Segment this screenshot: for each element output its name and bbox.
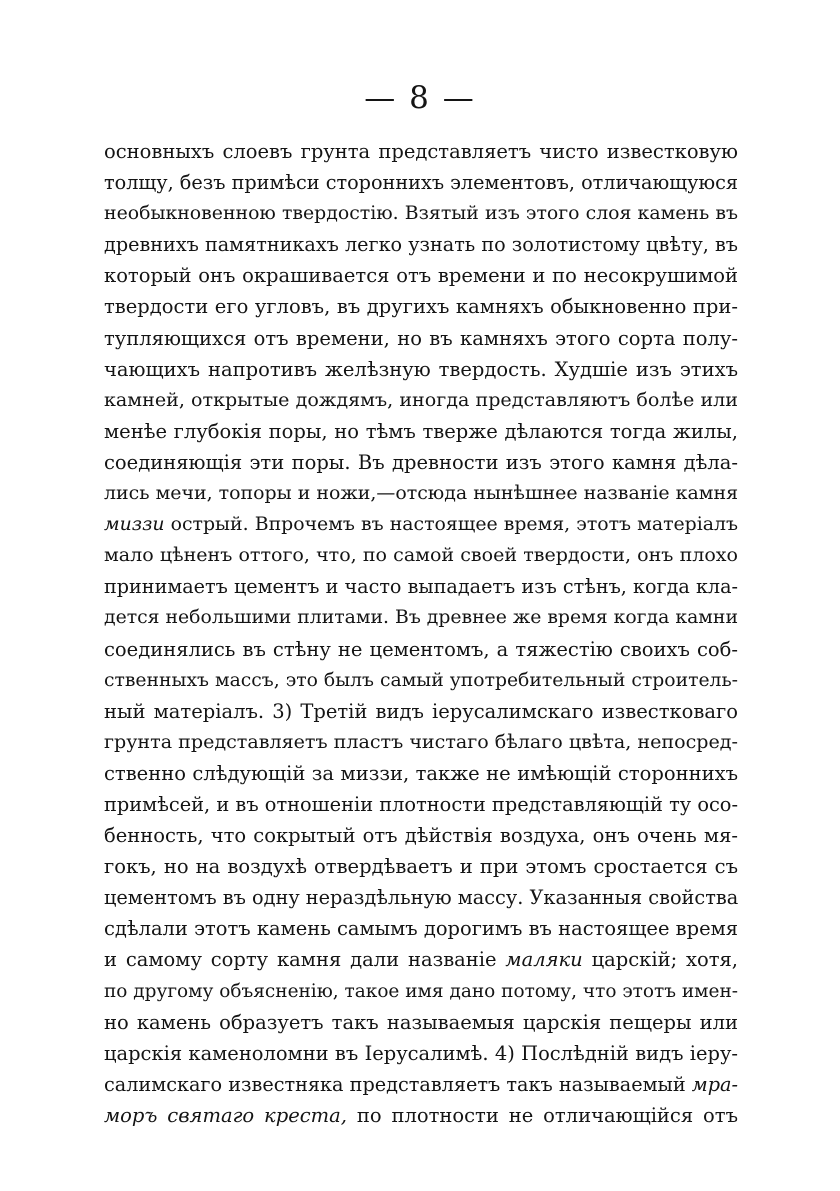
body-text bbox=[104, 136, 738, 1131]
text-line bbox=[104, 665, 738, 696]
text-line bbox=[104, 1007, 738, 1038]
text-line bbox=[104, 851, 738, 882]
text-line bbox=[104, 758, 738, 789]
text-segment: древнихъ памятникахъ легко узнать по золотистому цвѣту, въ bbox=[104, 233, 739, 257]
text-line bbox=[104, 323, 738, 354]
text-line bbox=[104, 1100, 738, 1131]
text-segment: примѣсей, и въ отношеніи плотности представляющій ту осо- bbox=[104, 792, 738, 816]
text-segment: который онъ окрашивается отъ времени и по несокрушимой bbox=[104, 264, 738, 288]
text-line bbox=[104, 1069, 738, 1100]
page-number: — 8 — bbox=[364, 80, 476, 116]
text-segment: твердости его угловъ, въ другихъ камняхъ обыкновенно при- bbox=[104, 295, 738, 319]
text-segment: толщу, безъ примѣси стороннихъ элементовъ, отличающуюся bbox=[104, 171, 739, 195]
text-line bbox=[104, 291, 738, 322]
text-segment: ственно слѣдующій за миззи, также не имѣющій стороннихъ bbox=[104, 761, 738, 785]
text-line bbox=[104, 789, 738, 820]
text-segment: соединяющія эти поры. Въ древности изъ этого камня дѣла- bbox=[104, 450, 738, 474]
text-line bbox=[104, 229, 738, 260]
text-line bbox=[104, 354, 738, 385]
text-segment: принимаетъ цементъ и часто выпадаетъ изъ стѣнъ, когда кла- bbox=[104, 575, 738, 599]
text-line bbox=[104, 727, 738, 758]
italic-term: маляки bbox=[505, 948, 583, 972]
text-line bbox=[104, 882, 738, 913]
text-line bbox=[104, 696, 738, 727]
text-segment: цементомъ въ одну нераздѣльную массу. Указанныя свойства bbox=[104, 886, 739, 910]
text-segment: но камень образуетъ такъ называемыя царскія пещеры или bbox=[104, 1010, 738, 1034]
text-segment: основныхъ слоевъ грунта представляетъ чисто известковую bbox=[104, 140, 738, 163]
text-segment: бенность, что сокрытый отъ дѣйствія воздуха, онъ очень мя- bbox=[104, 824, 738, 848]
text-segment: мало цѣненъ оттого, что, по самой своей твердости, онъ плохо bbox=[104, 544, 738, 567]
italic-term: миззи bbox=[104, 513, 165, 536]
text-segment: дется небольшими плитами. Въ древнее же время когда камни bbox=[104, 607, 738, 629]
text-segment: чающихъ напротивъ желѣзную твердость. Худшіе изъ этихъ bbox=[104, 357, 738, 381]
text-line bbox=[104, 198, 738, 229]
text-line bbox=[104, 260, 738, 291]
text-line bbox=[104, 447, 738, 478]
text-line bbox=[104, 944, 738, 975]
text-line bbox=[104, 167, 738, 198]
text-line bbox=[104, 913, 738, 944]
text-line bbox=[104, 820, 738, 851]
text-line bbox=[104, 634, 738, 665]
text-segment: соединялись въ стѣну не цементомъ, а тяжестію своихъ соб- bbox=[104, 637, 738, 661]
text-segment: тупляющихся отъ времени, но въ камняхъ этого сорта полу- bbox=[104, 326, 738, 350]
text-line bbox=[104, 571, 738, 602]
text-segment: необыкновенною твердостію. Взятый изъ этого слоя камень въ bbox=[104, 202, 738, 225]
text-segment: салимскаго известняка представляетъ такъ называемый bbox=[104, 1072, 692, 1096]
text-line bbox=[104, 1038, 738, 1069]
text-segment: по плотности не отличающійся отъ bbox=[346, 1103, 738, 1127]
text-segment: царскій; хотя, bbox=[582, 948, 738, 972]
text-line bbox=[104, 976, 738, 1007]
italic-term: моръ святаго креста, bbox=[104, 1103, 347, 1127]
text-segment: острый. Впрочемъ въ настоящее время, этотъ матеріалъ bbox=[164, 513, 738, 536]
text-segment: грунта представляетъ пластъ чистаго бѣлаго цвѣта, непосред- bbox=[104, 730, 738, 753]
text-segment: ный матеріалъ. 3) Третій видъ іерусалимскаго известковаго bbox=[104, 699, 738, 723]
text-line bbox=[104, 540, 738, 571]
text-line bbox=[104, 385, 738, 416]
text-segment: камней, открытые дождямъ, иногда представляютъ болѣе или bbox=[104, 388, 738, 411]
text-line bbox=[104, 136, 738, 167]
text-line bbox=[104, 602, 738, 633]
text-segment: и самому сорту камня дали названіе bbox=[104, 948, 506, 972]
text-segment: по другому объясненію, такое имя дано потому, что этотъ имен- bbox=[104, 980, 738, 1002]
text-segment: гокъ, но на воздухѣ отвердѣваетъ и при этомъ сростается съ bbox=[104, 855, 738, 879]
text-segment: ственныхъ массъ, это былъ самый употребительный строитель- bbox=[104, 669, 738, 691]
text-line bbox=[104, 416, 738, 447]
text-line bbox=[104, 509, 738, 540]
text-segment: лись мечи, топоры и ножи,—отсюда нынѣшнее названіе камня bbox=[104, 482, 738, 505]
text-segment: царскія каменоломни въ Іерусалимѣ. 4) Послѣдній видъ іеру- bbox=[104, 1041, 738, 1065]
text-segment: сдѣлали этотъ камень самымъ дорогимъ въ настоящее время bbox=[104, 917, 738, 941]
text-segment: менѣе глубокія поры, но тѣмъ тверже дѣлаются тогда жилы, bbox=[104, 419, 738, 443]
text-line bbox=[104, 478, 738, 509]
italic-term: мра- bbox=[691, 1072, 738, 1096]
